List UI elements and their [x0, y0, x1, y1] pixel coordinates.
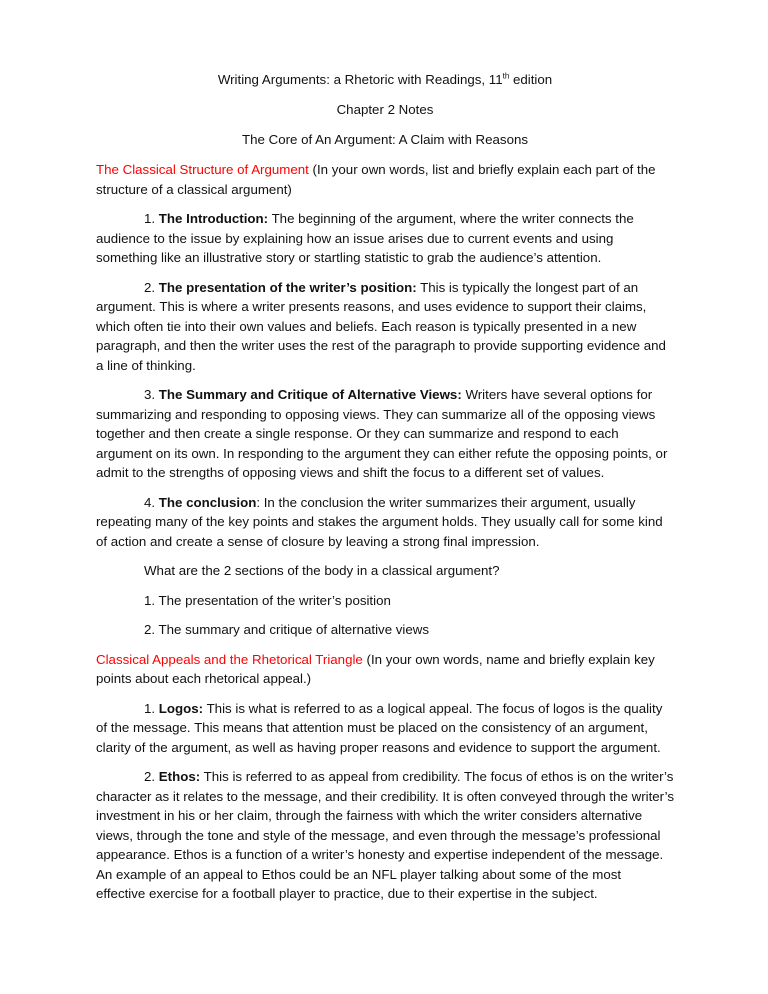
section-heading-classical-structure: The Classical Structure of Argument (In your own words, list and briefly explain each part of the structure of a classical argument)	[96, 162, 656, 197]
section-heading-classical-appeals: Classical Appeals and the Rhetorical Triangle (In your own words, name and briefly explain key points about each rhetorical appeal.)	[96, 651, 655, 686]
answer: 2. The summary and critique of alternative views	[144, 622, 430, 637]
document-title: Writing Arguments: a Rhetoric with Readings, 11th edition	[217, 71, 553, 87]
list-item: 2. The presentation of the writer’s position: This is typically the longest part of an argument. This is where a writer presents reasons, and uses evidence to support their claims, which often tie into their own values and beliefs. Each reason is typically presented in a new paragraph, and then the writer uses the rest of the paragraph to provide supporting evidence and a line of thinking.	[96, 279, 666, 373]
superscript: th	[502, 71, 510, 81]
answer: 1. The presentation of the writer’s position	[144, 592, 391, 608]
subtitle: The Core of An Argument: A Claim with Reasons	[241, 132, 529, 147]
question: What are the 2 sections of the body in a classical argument?	[144, 563, 500, 578]
list-item: 1. Logos: This is what is referred to as a logical appeal. The focus of logos is the quality of the message. This means that attention must be placed on the consistency of an argument, clarity of the argument, as well as having proper reasons and evidence to support the argument.	[96, 700, 663, 755]
list-item: 2. Ethos: This is referred to as appeal from credibility. The focus of ethos is on the writer’s character as it relates to the message, and their credibility. It is often conveyed through the writer’s investment in his or her claim, through the fairness with which the writer considers alternative views, through the tone and style of the message, and even through the message’s professional appearance. Ethos is a function of a writer’s honesty and expertise independent of the message. An example of an appeal to Ethos could be an NFL player talking about some of the most effective exercise for a football player to practice, due to their expertise in the subject.	[96, 769, 674, 901]
document-page	[96, 70, 674, 914]
chapter-title: Chapter 2 Notes	[336, 102, 434, 117]
list-item: 3. The Summary and Critique of Alternative Views: Writers have several options for summarizing and responding to opposing views. They can summarize all of the opposing views together and then create a single response. Or they can summarize and respond to each argument on its own. In responding to the argument they can either refute the opposing points, or admit to the strengths of opposing views and shift the focus to a different set of values.	[96, 387, 668, 480]
list-item: 4. The conclusion: In the conclusion the writer summarizes their argument, usually repeating many of the key points and stakes the argument holds. They usually call for some kind of action and create a sense of closure by leaving a strong final impression.	[96, 494, 663, 549]
list-item: 1. The Introduction: The beginning of the argument, where the writer connects the audience to the issue by explaining how an issue arises due to current events and using something like an illustrative story or startling statistic to grab the audience’s attention.	[96, 211, 634, 265]
